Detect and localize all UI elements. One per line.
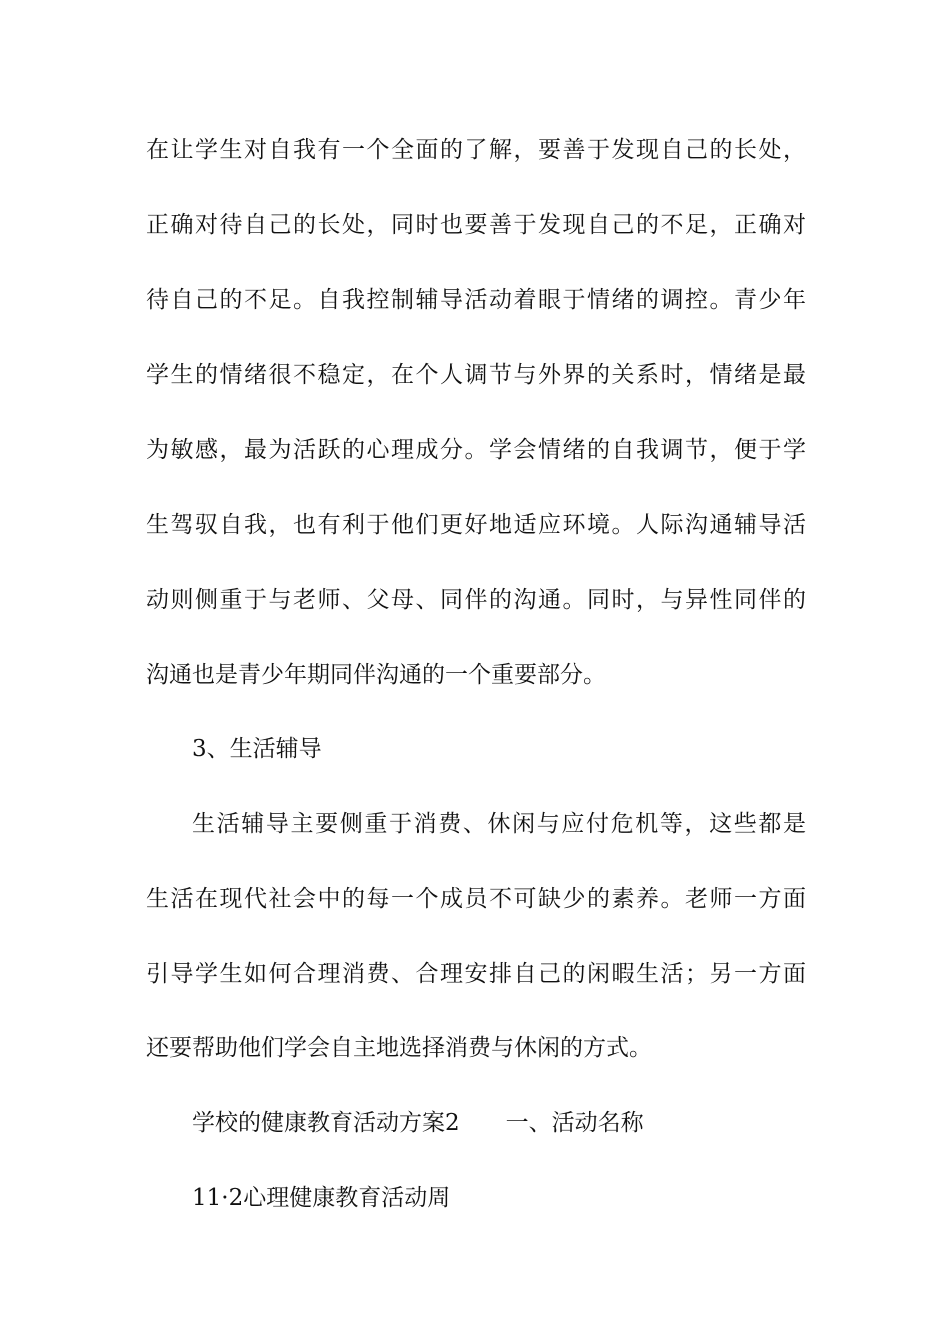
paragraph-line: 生活在现代社会中的每一个成员不可缺少的素养。老师一方面 — [146, 886, 806, 912]
paragraph-line: 生驾驭自我，也有利于他们更好地适应环境。人际沟通辅导活 — [146, 512, 806, 538]
paragraph-line: 还要帮助他们学会自主地选择消费与休闲的方式。 — [146, 1035, 652, 1061]
paragraph-line: 正确对待自己的长处，同时也要善于发现自己的不足，正确对 — [146, 212, 806, 238]
paragraph-line: 为敏感，最为活跃的心理成分。学会情绪的自我调节，便于学 — [146, 437, 806, 463]
activity-name: 11·2心理健康教育活动周 — [192, 1185, 451, 1211]
paragraph-line: 动则侧重于与老师、父母、同伴的沟通。同时，与异性同伴的 — [146, 587, 806, 613]
paragraph-line: 学生的情绪很不稳定，在个人调节与外界的关系时，情绪是最 — [146, 362, 806, 388]
paragraph-line: 待自己的不足。自我控制辅导活动着眼于情绪的调控。青少年 — [146, 287, 806, 313]
paragraph-line: 引导学生如何合理消费、合理安排自己的闲暇生活；另一方面 — [146, 961, 806, 987]
section-heading: 3、生活辅导 — [192, 736, 322, 762]
paragraph-line: 生活辅导主要侧重于消费、休闲与应付危机等，这些都是 — [192, 811, 806, 837]
plan-title: 学校的健康教育活动方案2 一、活动名称 — [192, 1110, 644, 1136]
paragraph-line: 在让学生对自我有一个全面的了解，要善于发现自己的长处， — [146, 137, 806, 163]
paragraph-line: 沟通也是青少年期同伴沟通的一个重要部分。 — [146, 662, 606, 688]
